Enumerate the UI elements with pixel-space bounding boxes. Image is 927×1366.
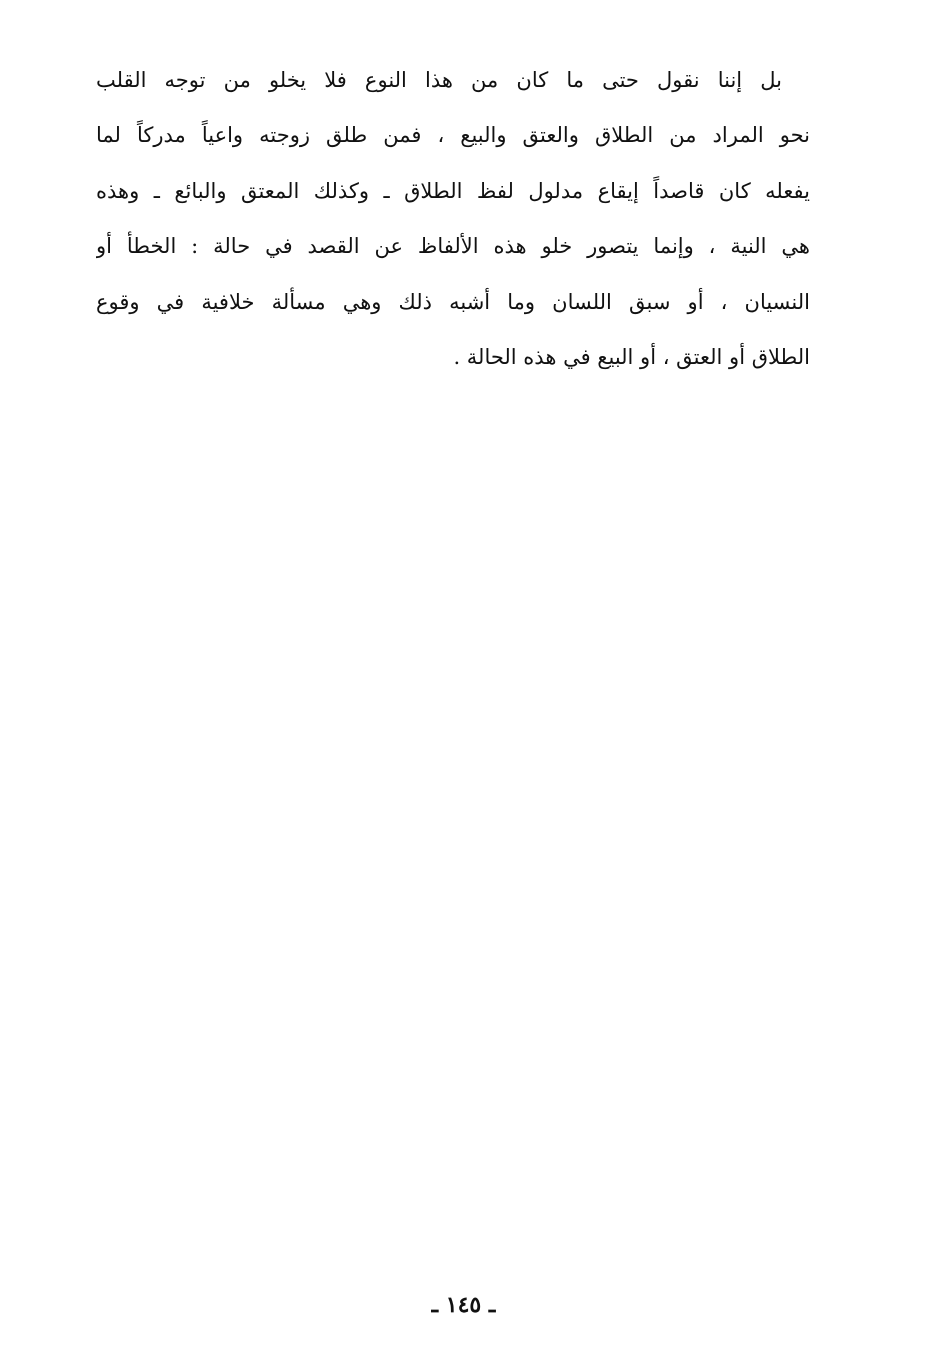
- text-line-6: الطلاق أو العتق ، أو البيع في هذه الحالة .: [453, 344, 810, 369]
- text-line-3: يفعله كان قاصداً إيقاع مدلول لفظ الطلاق ـ وكذلك المعتق والبائع ـ وهذه: [96, 178, 810, 203]
- text-line-5: النسيان ، أو سبق اللسان وما أشبه ذلك وهي مسألة خلافية في وقوع: [96, 289, 810, 314]
- page-number: ـ ١٤٥ ـ: [431, 1292, 496, 1318]
- text-line-4: هي النية ، وإنما يتصور خلو هذه الألفاظ عن القصد في حالة : الخطأ أو: [96, 234, 810, 259]
- text-line-2: نحو المراد من الطلاق والعتق والبيع ، فمن طلق زوجته واعياً مدركاً لما: [96, 123, 810, 148]
- text-line-1: بل إننا نقول حتى ما كان من هذا النوع فلا يخلو من توجه القلب: [96, 68, 782, 92]
- body-paragraph: [96, 58, 810, 390]
